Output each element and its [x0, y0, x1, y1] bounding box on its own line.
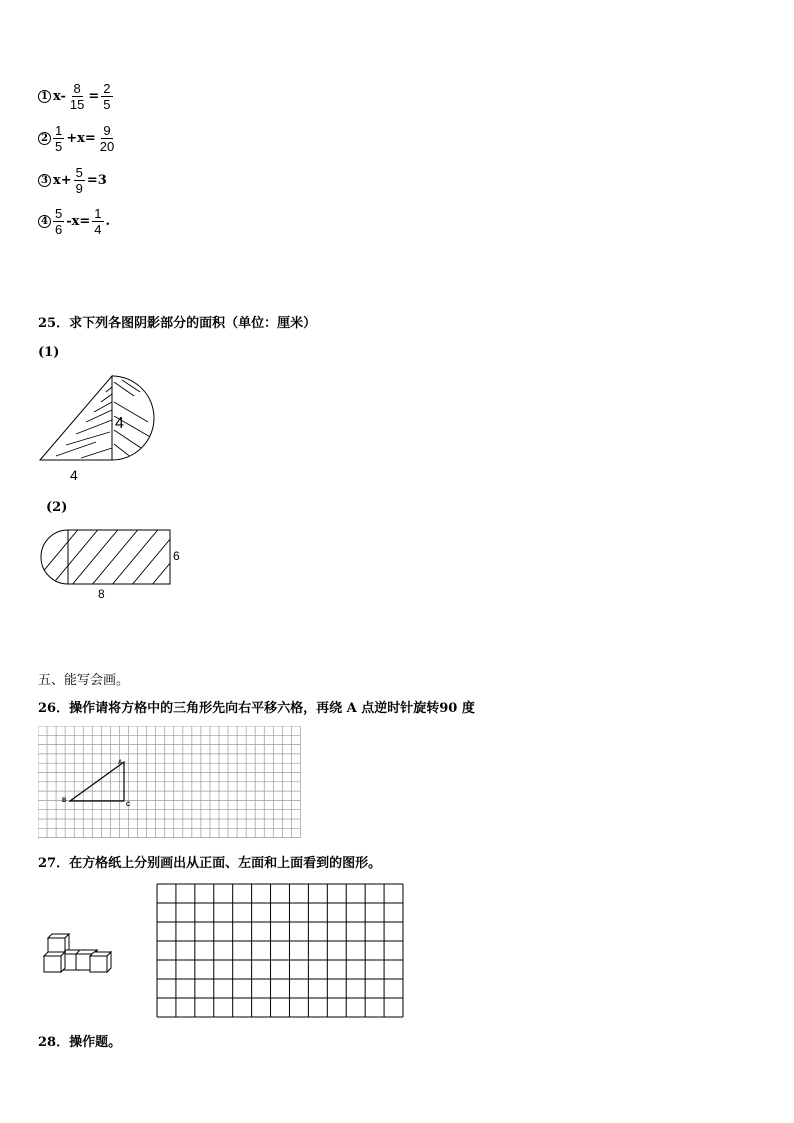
fraction — [68, 81, 86, 112]
question-27-title: 27．在方格纸上分别画出从正面、左面和上面看到的图形。 — [38, 856, 382, 871]
point-c-label: C — [126, 802, 131, 808]
fig1-height-label: 4 — [115, 415, 124, 432]
equation-row — [38, 160, 108, 200]
drawing-grid-paper[interactable] — [156, 883, 404, 1018]
fraction-denominator: 15 — [69, 96, 85, 112]
equation-row — [38, 76, 114, 116]
fraction-denominator: 4 — [94, 221, 102, 237]
section-5-title: 五、能写会画。 — [38, 673, 130, 688]
fraction-numerator: 5 — [55, 205, 63, 221]
fraction — [92, 206, 103, 237]
fraction-numerator: 9 — [103, 122, 111, 138]
semicircle-rectangle-figure — [36, 526, 186, 604]
question-25-part-2-label: (2) — [46, 500, 68, 515]
fraction — [101, 81, 112, 112]
equation-row — [38, 201, 111, 241]
equation-text: . — [105, 213, 111, 229]
equation-text: =3 — [86, 172, 107, 188]
point-a-label: A — [118, 760, 123, 766]
point-b-label: B — [62, 798, 67, 804]
fig2-width-label: 6 — [173, 549, 180, 563]
equation-number: 2 — [38, 132, 51, 145]
fraction-numerator: 5 — [75, 164, 83, 180]
fraction-denominator: 5 — [55, 138, 63, 154]
fraction-numerator: 2 — [103, 80, 111, 96]
equation-text: -x= — [66, 213, 91, 229]
fraction-denominator: 5 — [103, 96, 111, 112]
translation-rotation-grid[interactable] — [38, 726, 302, 840]
equation-text: = — [88, 88, 100, 104]
equation-row — [38, 118, 117, 158]
question-25-part-1-label: (1) — [38, 345, 60, 360]
fraction — [74, 165, 85, 196]
fraction-numerator: 1 — [55, 122, 63, 138]
question-28-title: 28．操作题。 — [38, 1035, 122, 1050]
fraction-numerator: 8 — [73, 80, 81, 96]
equation-number: 3 — [38, 174, 51, 187]
triangle-semicircle-figure — [36, 372, 166, 484]
fraction — [98, 123, 116, 154]
question-25-title: 25．求下列各图阴影部分的面积（单位：厘米） — [38, 316, 317, 331]
fraction-denominator: 9 — [75, 180, 83, 196]
fraction-denominator: 20 — [99, 138, 115, 154]
fig2-length-label: 8 — [98, 587, 105, 601]
question-26-title: 26．操作请将方格中的三角形先向右平移六格，再绕 A 点逆时针旋转90 度 — [38, 701, 475, 716]
equation-number: 4 — [38, 215, 51, 228]
fig1-base-label: 4 — [70, 467, 78, 483]
fraction — [53, 206, 64, 237]
equation-text: +x= — [66, 130, 96, 146]
equation-number: 1 — [38, 90, 51, 103]
stacked-cubes-figure — [38, 930, 122, 976]
equation-text: x+ — [53, 172, 72, 188]
fraction-numerator: 1 — [94, 205, 102, 221]
equation-text: x- — [53, 88, 66, 104]
fraction — [53, 123, 64, 154]
fraction-denominator: 6 — [55, 221, 63, 237]
